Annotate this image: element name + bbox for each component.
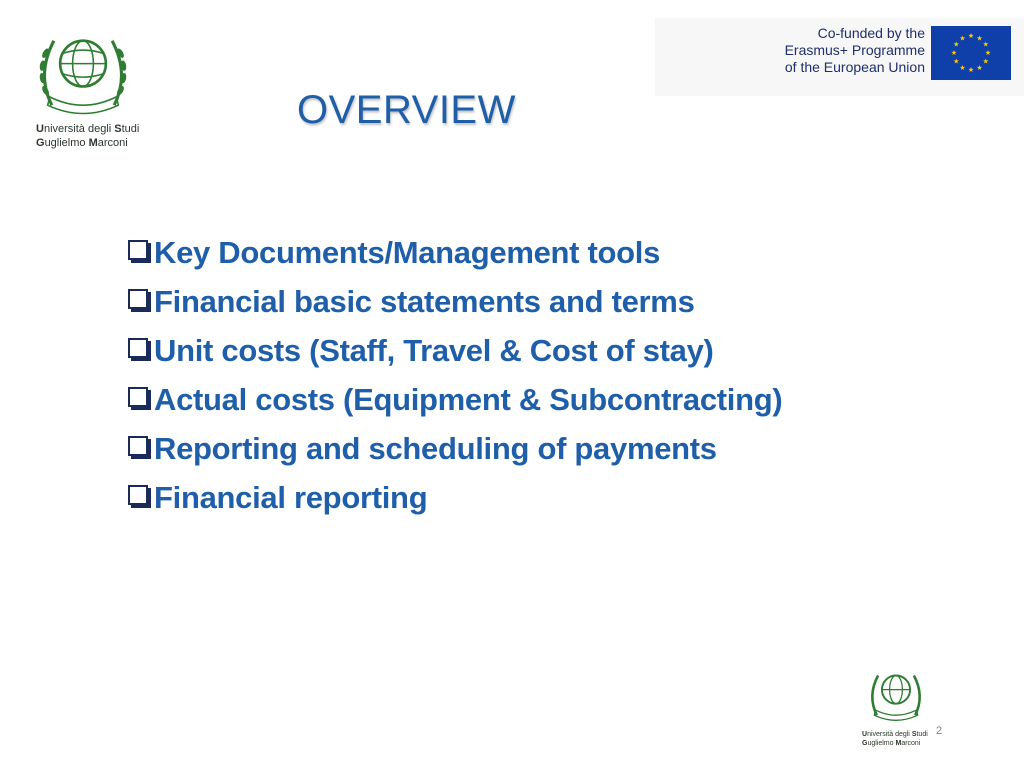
- eu-star-icon: ★: [982, 41, 989, 49]
- university-emblem-icon: [30, 22, 136, 126]
- university-logo-small: [862, 664, 934, 750]
- eu-flag-icon: [931, 26, 1011, 80]
- overview-bullet-list: [128, 228, 782, 522]
- eu-star-icon: ★: [950, 50, 958, 58]
- list-item: Reporting and scheduling of payments: [128, 424, 782, 473]
- university-logo: [28, 22, 138, 152]
- eu-text-line: Erasmus+ Programme: [784, 42, 925, 58]
- eu-star-icon: ★: [976, 64, 983, 72]
- list-item: Unit costs (Staff, Travel & Cost of stay): [128, 326, 782, 375]
- eu-star-icon: ★: [953, 41, 960, 49]
- list-item: Actual costs (Equipment & Subcontracting): [128, 375, 782, 424]
- eu-star-icon: ★: [982, 58, 989, 66]
- university-name: Università degli Studi Guglielmo Marconi: [36, 123, 140, 149]
- university-name-small: Università degli Studi Guglielmo Marconi: [862, 731, 928, 747]
- eu-text-line: Co-funded by the: [817, 25, 925, 41]
- list-item: Key Documents/Management tools: [128, 228, 782, 277]
- checkbox-bullet-icon: [128, 387, 148, 407]
- eu-cofunded-text: [755, 25, 925, 76]
- checkbox-bullet-icon: [128, 485, 148, 505]
- eu-star-icon: ★: [959, 35, 966, 43]
- list-item: Financial basic statements and terms: [128, 277, 782, 326]
- checkbox-bullet-icon: [128, 338, 148, 358]
- eu-star-icon: ★: [967, 67, 975, 75]
- eu-star-icon: ★: [984, 50, 992, 58]
- checkbox-bullet-icon: [128, 240, 148, 260]
- eu-star-icon: ★: [967, 33, 975, 41]
- page-number: 2: [936, 725, 943, 737]
- erasmus-cofunded-banner: [655, 18, 1024, 96]
- university-emblem-icon: [862, 664, 930, 728]
- eu-star-icon: ★: [959, 64, 966, 72]
- slide-title: OVERVIEW: [297, 88, 516, 132]
- checkbox-bullet-icon: [128, 289, 148, 309]
- eu-star-icon: ★: [976, 35, 983, 43]
- list-item: Financial reporting: [128, 473, 782, 522]
- eu-star-icon: ★: [953, 58, 960, 66]
- eu-text-line: of the European Union: [784, 59, 925, 75]
- checkbox-bullet-icon: [128, 436, 148, 456]
